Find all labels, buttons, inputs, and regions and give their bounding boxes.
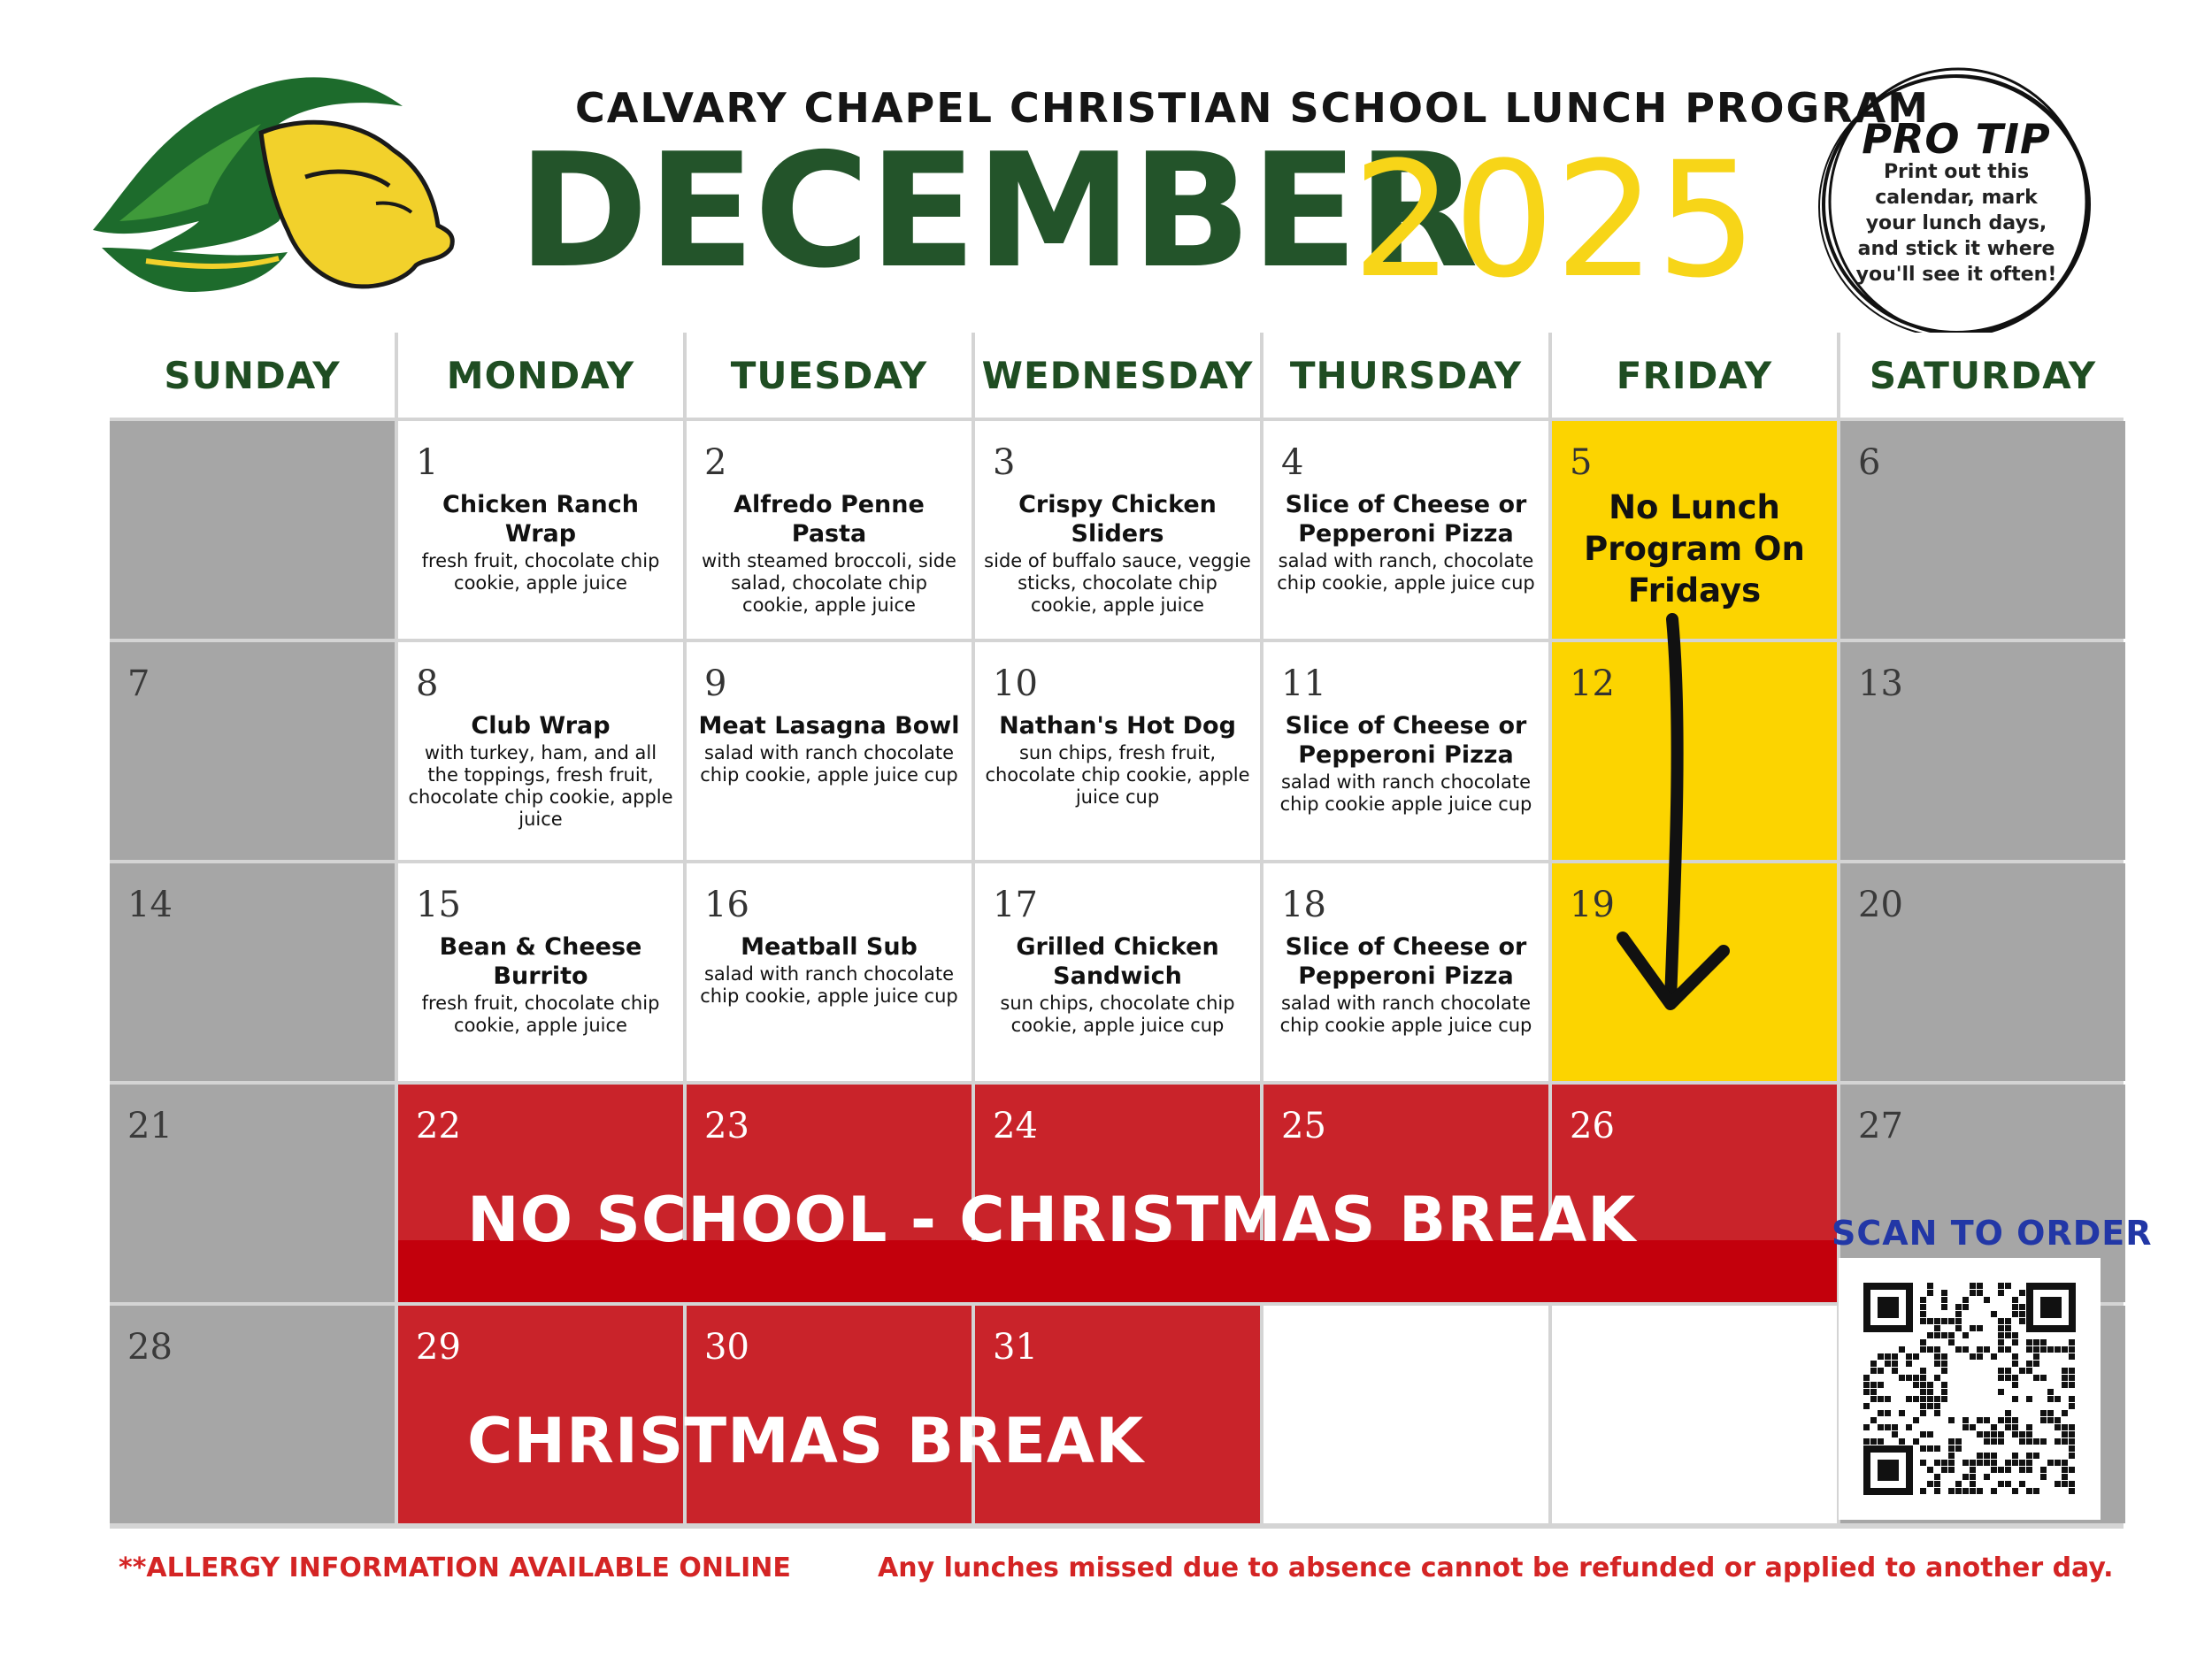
day-cell-4 <box>1263 421 1548 639</box>
weekday-header-thursday: THURSDAY <box>1263 333 1548 418</box>
meal-entry <box>1272 490 1540 594</box>
day-cell-13 <box>1840 642 2125 860</box>
meal-name: Meat Lasagna Bowl <box>698 712 960 740</box>
meal-name: Nathan's Hot Dog <box>999 712 1236 740</box>
meal-description: fresh fruit, chocolate chip cookie, apple juice <box>421 550 660 594</box>
meal-entry <box>407 711 674 831</box>
meal-name: Club Wrap <box>471 712 611 740</box>
meal-name: Chicken Ranch Wrap <box>442 491 639 548</box>
empty-day-cell <box>1552 1306 1837 1523</box>
calendar-heading <box>495 75 1931 314</box>
year-title: 2025 <box>1352 128 1758 313</box>
day-cell-8 <box>398 642 683 860</box>
day-number: 19 <box>1570 885 1615 925</box>
meal-name: Slice of Cheese or Pepperoni Pizza <box>1285 933 1527 990</box>
meal-name: Crispy Chicken Sliders <box>1018 491 1217 548</box>
pro-tip-body: Print out this calendar, mark your lunch days, and stick it where you'll see it often! <box>1855 161 2057 286</box>
day-number: 14 <box>127 885 173 925</box>
christmas-break-banner: NO SCHOOL - CHRISTMAS BREAK <box>467 1184 1637 1256</box>
meal-description: salad with ranch, chocolate chip cookie, apple juice cup <box>1277 550 1535 594</box>
meal-description: salad with ranch chocolate chip cookie, apple juice cup <box>700 963 958 1007</box>
day-number: 20 <box>1858 885 1903 925</box>
no-lunch-note: No Lunch Program On Fridays <box>1584 488 1805 610</box>
meal-name: Bean & Cheese Burrito <box>439 933 642 990</box>
day-number: 9 <box>704 663 727 704</box>
meal-name: Slice of Cheese or Pepperoni Pizza <box>1285 712 1527 769</box>
meal-description: sun chips, chocolate chip cookie, apple juice cup <box>1000 993 1235 1036</box>
lion-head-logo-icon <box>84 71 473 301</box>
day-number: 28 <box>127 1327 173 1368</box>
weekday-header-sunday: SUNDAY <box>110 333 395 418</box>
day-number: 18 <box>1281 885 1326 925</box>
meal-name: Meatball Sub <box>741 933 918 961</box>
meal-entry <box>695 932 963 1008</box>
day-number: 30 <box>704 1327 749 1368</box>
refund-note: Any lunches missed due to absence cannot be refunded or applied to another day. <box>878 1552 2114 1583</box>
day-number: 24 <box>993 1106 1038 1146</box>
day-number: 2 <box>704 442 727 483</box>
day-number: 6 <box>1858 442 1881 483</box>
day-cell-16 <box>687 863 972 1081</box>
allergy-note: **ALLERGY INFORMATION AVAILABLE ONLINE <box>119 1552 791 1583</box>
meal-entry <box>407 932 674 1037</box>
weekday-header-saturday: SATURDAY <box>1840 333 2125 418</box>
day-cell-15 <box>398 863 683 1081</box>
pro-tip-badge <box>1812 60 2101 349</box>
day-number: 4 <box>1281 442 1304 483</box>
day-number: 16 <box>704 885 749 925</box>
day-cell-5 <box>1552 421 1837 639</box>
empty-day-cell <box>1263 1306 1548 1523</box>
meal-name: Grilled Chicken Sandwich <box>1016 933 1219 990</box>
day-number: 17 <box>993 885 1038 925</box>
day-number: 3 <box>993 442 1016 483</box>
day-number: 27 <box>1858 1106 1903 1146</box>
arrow-down-icon <box>1610 610 1734 1035</box>
meal-description: with turkey, ham, and all the toppings, fresh fruit, chocolate chip cookie, apple juice <box>408 742 673 830</box>
school-title: CALVARY CHAPEL CHRISTIAN SCHOOL LUNCH PROGRAM <box>575 84 1931 132</box>
day-cell-21 <box>110 1085 395 1302</box>
day-cell-14 <box>110 863 395 1081</box>
meal-description: salad with ranch chocolate chip cookie, apple juice cup <box>700 742 958 786</box>
meal-entry <box>984 490 1251 617</box>
qr-code-icon[interactable] <box>1839 1258 2101 1520</box>
day-cell-2 <box>687 421 972 639</box>
meal-name: Alfredo Penne Pasta <box>733 491 925 548</box>
day-cell-28 <box>110 1306 395 1523</box>
meal-description: fresh fruit, chocolate chip cookie, apple juice <box>421 993 660 1036</box>
scan-to-order-label: SCAN TO ORDER <box>1832 1214 2153 1253</box>
day-cell-7 <box>110 642 395 860</box>
weekday-header-wednesday: WEDNESDAY <box>975 333 1260 418</box>
meal-description: sun chips, fresh fruit, chocolate chip cookie, apple juice cup <box>985 742 1250 808</box>
day-number: 31 <box>993 1327 1038 1368</box>
weekday-header-friday: FRIDAY <box>1552 333 1837 418</box>
meal-description: salad with ranch chocolate chip cookie apple juice cup <box>1279 993 1532 1036</box>
day-number: 5 <box>1570 442 1593 483</box>
day-number: 15 <box>416 885 461 925</box>
day-number: 21 <box>127 1106 173 1146</box>
day-cell-10 <box>975 642 1260 860</box>
meal-entry <box>695 711 963 786</box>
day-cell-20 <box>1840 863 2125 1081</box>
day-cell-18 <box>1263 863 1548 1081</box>
day-number: 29 <box>416 1327 461 1368</box>
meal-name: Slice of Cheese or Pepperoni Pizza <box>1285 491 1527 548</box>
day-number: 22 <box>416 1106 461 1146</box>
meal-entry <box>407 490 674 594</box>
christmas-break-banner-week5: CHRISTMAS BREAK <box>467 1405 1145 1477</box>
day-number: 25 <box>1281 1106 1326 1146</box>
meal-entry <box>984 932 1251 1037</box>
day-number: 26 <box>1570 1106 1615 1146</box>
pro-tip-title: PRO TIP <box>1862 115 2051 163</box>
empty-day-cell <box>110 421 395 639</box>
day-cell-6 <box>1840 421 2125 639</box>
day-number: 7 <box>127 663 150 704</box>
meal-entry <box>1272 932 1540 1037</box>
weekday-header-tuesday: TUESDAY <box>687 333 972 418</box>
day-number: 1 <box>416 442 439 483</box>
day-number: 13 <box>1858 663 1903 704</box>
meal-description: side of buffalo sauce, veggie sticks, chocolate chip cookie, apple juice <box>984 550 1251 616</box>
day-number: 8 <box>416 663 439 704</box>
day-number: 11 <box>1281 663 1326 704</box>
meal-description: with steamed broccoli, side salad, chocolate chip cookie, apple juice <box>702 550 956 616</box>
meal-entry <box>695 490 963 617</box>
day-number: 12 <box>1570 663 1615 704</box>
month-title: DECEMBER <box>518 119 1479 303</box>
meal-entry <box>1272 711 1540 816</box>
day-number: 10 <box>993 663 1038 704</box>
weekday-header-monday: MONDAY <box>398 333 683 418</box>
calendar-grid <box>110 333 2153 1529</box>
day-cell-17 <box>975 863 1260 1081</box>
meal-entry <box>984 711 1251 809</box>
meal-description: salad with ranch chocolate chip cookie apple juice cup <box>1279 771 1532 815</box>
day-cell-11 <box>1263 642 1548 860</box>
day-cell-1 <box>398 421 683 639</box>
day-cell-3 <box>975 421 1260 639</box>
day-cell-9 <box>687 642 972 860</box>
day-number: 23 <box>704 1106 749 1146</box>
